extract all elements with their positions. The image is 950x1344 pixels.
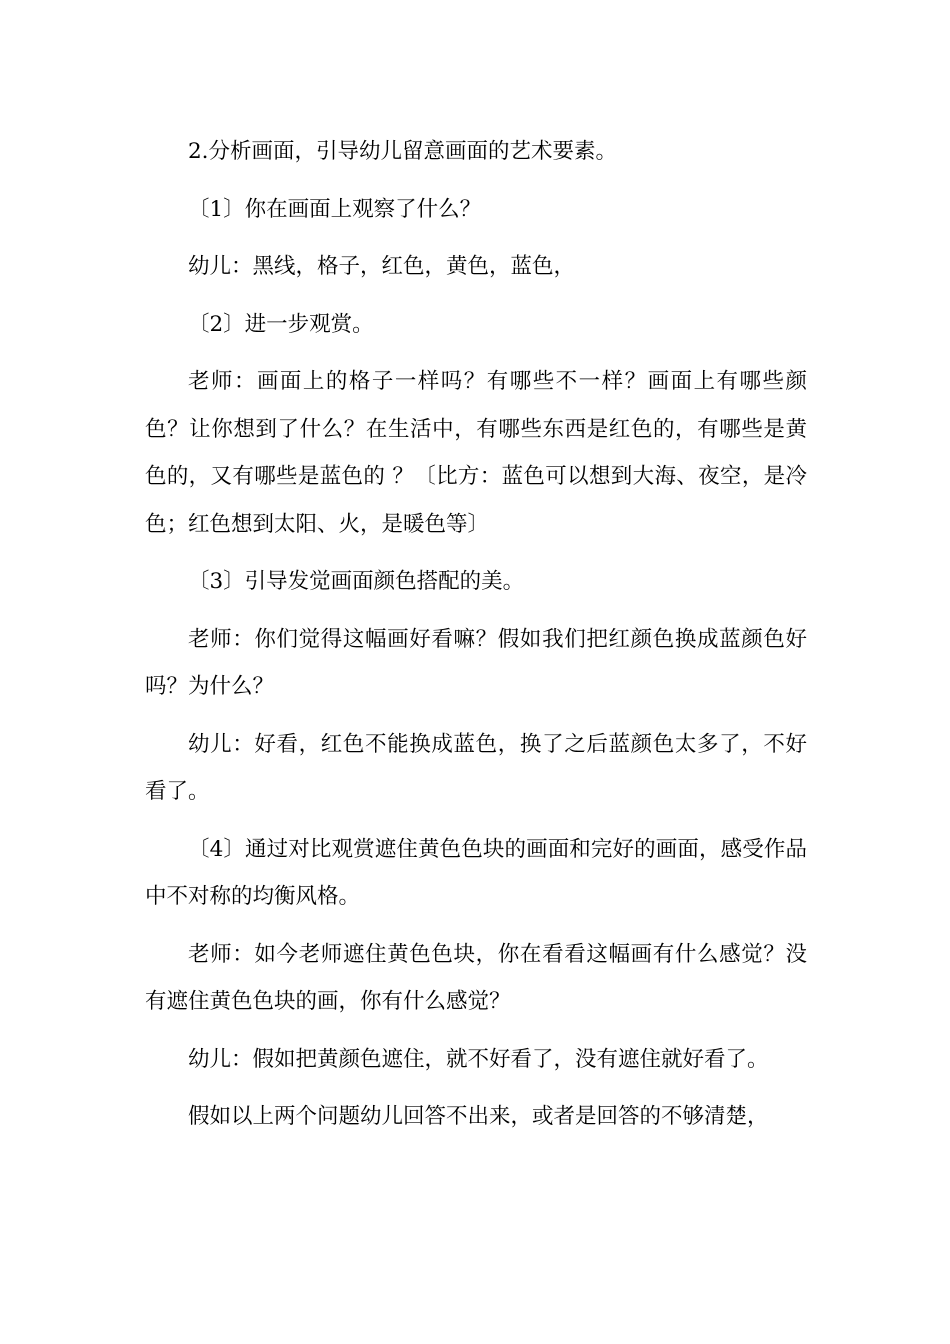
paragraph-teacher-1: 老师：画面上的格子一样吗？有哪些不一样？画面上有哪些颜色？让你想到了什么？在生活中，有哪些东西是红色的，有哪些是黄色的，又有哪些是蓝色的 ？〔比方：蓝色可以想到大海、夜空，是冷色；红色想到太阳、火，是暖色等〕 [145,369,807,537]
paragraph-child-answer-3: 幼儿：假如把黄颜色遮住，就不好看了，没有遮住就好看了。 [188,1046,769,1072]
paragraph-question-1: 〔1〕你在画面上观察了什么？ [188,196,482,222]
paragraph-followup: 假如以上两个问题幼儿回答不出来，或者是回答的不够清楚， [188,1104,769,1129]
paragraph-question-4: 〔4〕通过对比观赏遮住黄色色块的画面和完好的画面，感受作品中不对称的均衡风格。 [145,836,807,909]
document-body [145,128,807,1151]
paragraph-question-2: 〔2〕进一步观赏。 [188,311,374,337]
paragraph-analyze-heading: 2.分析画面，引导幼儿留意画面的艺术要素。 [188,139,618,164]
paragraph-teacher-2: 老师：你们觉得这幅画好看嘛？假如我们把红颜色换成蓝颜色好吗？为什么？ [145,626,807,699]
paragraph-question-3: 〔3〕引导发觉画面颜色搭配的美。 [188,569,525,594]
paragraph-child-answer-1: 幼儿：黑线，格子，红色，黄色，蓝色， [188,254,576,279]
paragraph-child-answer-2: 幼儿：好看，红色不能换成蓝色，换了之后蓝颜色太多了，不好看了。 [145,731,807,804]
paragraph-teacher-3: 老师：如今老师遮住黄色色块，你在看看这幅画有什么感觉？没有遮住黄色色块的画，你有什么感觉？ [145,941,807,1014]
